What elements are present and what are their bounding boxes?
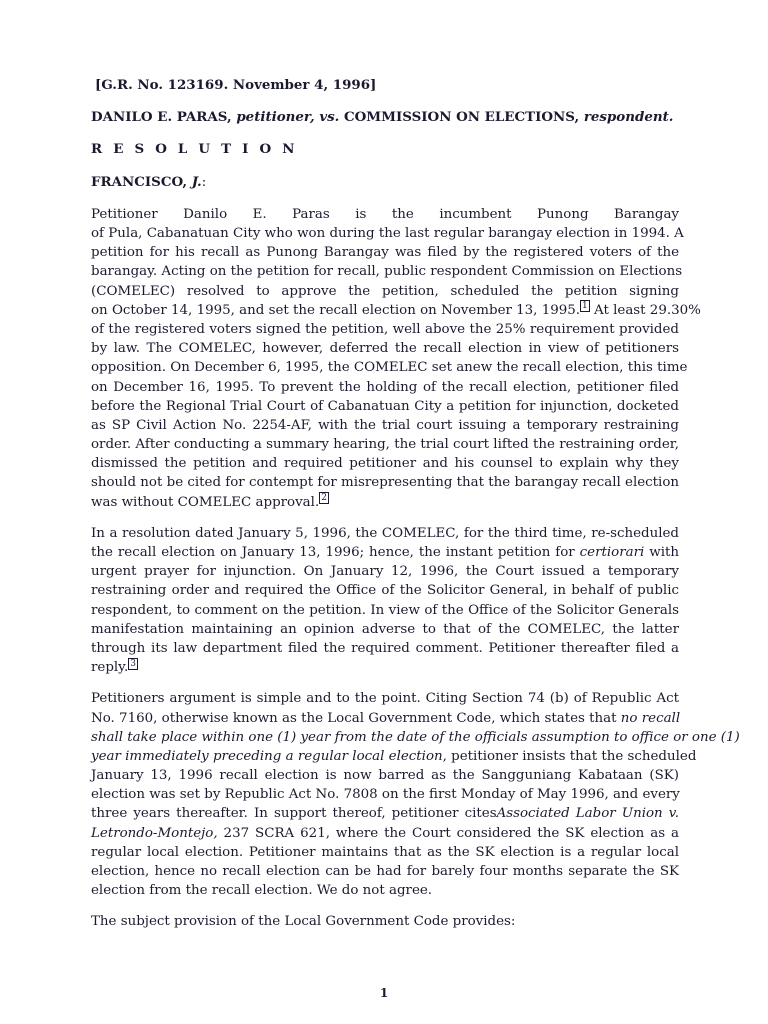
paragraph-line: No. 7160, otherwise known as the Local Government Code, which states that no recall — [91, 710, 681, 726]
paragraph-line: by law. The COMELEC, however, deferred the recall election in view of petitioners — [91, 341, 679, 357]
paragraph-line: election was set by Republic Act No. 7808 on the first Monday of May 1996, and every — [91, 787, 680, 803]
ponente-suffix: J. — [191, 173, 202, 190]
paragraph-line: was without COMELEC approval. $^2$ — [91, 493, 327, 510]
paragraph-line: of Pula, Cabanatuan City who won during the last regular barangay election in 1994. A — [91, 226, 684, 241]
paragraph-line: restraining order and required the Office of the Solicitor General, in behalf of public — [91, 583, 679, 599]
paragraph-line: manifestation maintaining an opinion adverse to that of the COMELEC, the latter — [91, 621, 679, 637]
ponente — [91, 173, 679, 192]
page-number: 1 — [379, 986, 389, 1000]
paragraph-line: election, hence no recall election can be had for barely four months separate the SK — [91, 864, 679, 879]
petitioner-name: DANILO E. PARAS, — [91, 109, 232, 126]
paragraph-line: January 13, 1996 recall election is now barred as the Sangguniang Kabataan (SK) — [91, 768, 679, 784]
paragraph-line: reply. $^3$ — [91, 658, 136, 676]
document-body — [91, 76, 740, 944]
ponente-name: FRANCISCO, — [91, 173, 188, 190]
case-parties — [91, 108, 679, 127]
paragraph-line: Petitioner Danilo E. Paras is the incumbent Punong Barangay — [91, 206, 679, 222]
paragraph-line: as SP Civil Action No. 2254-AF, with the trial court issuing a temporary restraining — [91, 417, 679, 433]
paragraph-line: regular local election. Petitioner maintains that as the SK election is a regular local — [91, 844, 679, 860]
paragraph-line: shall take place within one (1) year from the date of the officials assumption to office or one (1) — [91, 729, 740, 745]
paragraph-line: Petitioners argument is simple and to the point. Citing Section 74 (b) of Republic Act — [91, 691, 679, 707]
paragraph-line: (COMELEC) resolved to approve the petition, scheduled the petition signing — [91, 283, 679, 299]
paragraph-2 — [91, 524, 679, 678]
paragraph-line: election from the recall election. We do not agree. — [91, 883, 433, 899]
paragraph-1 — [91, 205, 701, 512]
paragraph-line: In a resolution dated January 5, 1996, the COMELEC, for the third time, re-scheduled — [91, 525, 679, 541]
paragraph-line: barangay. Acting on the petition for recall, public respondent Commission on Elections — [91, 264, 683, 280]
paragraph-line: through its law department filed the required comment. Petitioner thereafter filed a — [91, 640, 679, 656]
paragraph-line: order. After conducting a summary hearing, the trial court lifted the restraining order, — [91, 437, 679, 453]
paragraph-line: before the Regional Trial Court of Cabanatuan City a petition for injunction, docketed — [91, 398, 679, 414]
paragraph-3 — [91, 689, 740, 900]
paragraph-line: the recall election on January 13, 1996; hence, the instant petition for certiorari with — [91, 545, 679, 560]
footnote-link-2[interactable]: 2 — [321, 493, 327, 504]
paragraph-line: three years thereafter. In support thereof, petitioner citesAssociated Labor Union v. — [91, 806, 679, 822]
paragraph-line: dismissed the petition and required petitioner and his counsel to explain why they — [91, 456, 679, 472]
paragraph-line: should not be cited for contempt for misrepresenting that the barangay recall election — [91, 475, 680, 491]
ponente-colon: : — [201, 174, 207, 190]
petitioner-role: petitioner, vs. — [236, 109, 340, 126]
paragraph-line: Letrondo-Montejo, 237 SCRA 621, where the Court considered the SK election as a — [91, 825, 679, 841]
footnote-link-3[interactable]: 3 — [130, 658, 136, 669]
paragraph-line: on December 16, 1995. To prevent the holding of the recall election, petitioner filed — [91, 379, 679, 395]
case-citation: [G.R. No. 123169. November 4, 1996] — [95, 77, 377, 93]
paragraph-line: urgent prayer for injunction. On January 12, 1996, the Court issued a temporary — [91, 564, 679, 580]
paragraph-line: The subject provision of the Local Government Code provides: — [91, 914, 516, 930]
paragraph-4 — [91, 912, 679, 931]
respondent-role: respondent. — [583, 109, 674, 126]
paragraph-line: on October 14, 1995, and set the recall election on November 13, 1995. $^1$ At least 29.30% — [91, 301, 701, 318]
respondent-name: COMMISSION ON ELECTIONS, — [343, 109, 580, 126]
paragraph-line: opposition. On December 6, 1995, the COMELEC set anew the recall election, this time — [91, 360, 688, 376]
paragraph-line: year immediately preceding a regular local election, petitioner insists that the scheduled — [91, 748, 697, 764]
paragraph-line: respondent, to comment on the petition. In view of the Office of the Solicitor Generals — [91, 602, 679, 618]
paragraph-line: of the registered voters signed the petition, well above the 25% requirement provided — [91, 321, 679, 337]
resolution-heading: R E S O L U T I O N — [91, 141, 298, 158]
paragraph-line: petition for his recall as Punong Barangay was filed by the registered voters of the — [91, 245, 679, 261]
footnote-link-1[interactable]: 1 — [582, 301, 588, 312]
